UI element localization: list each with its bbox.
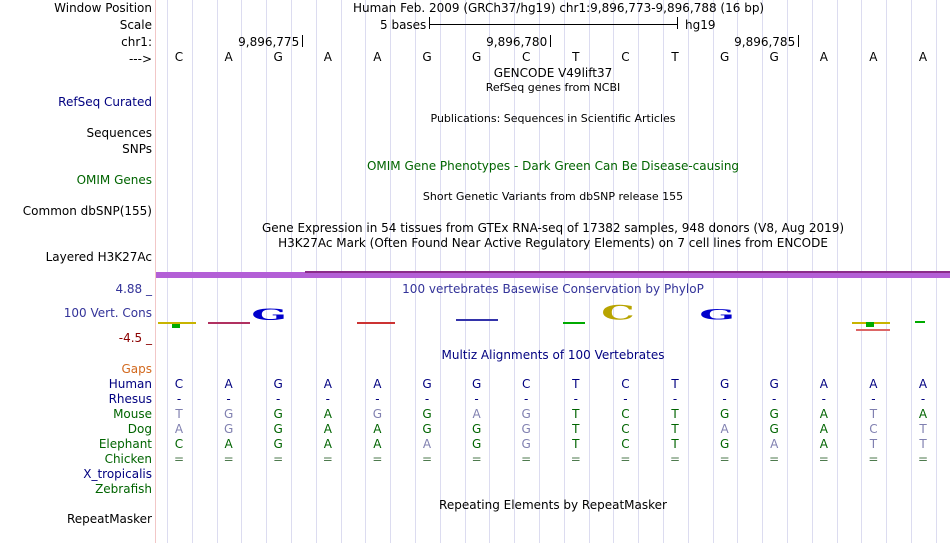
alignment-cell: A	[323, 437, 332, 451]
scale-bar-right-tick	[677, 17, 678, 29]
species-label[interactable]: Dog	[127, 422, 152, 436]
alignment-cell: C	[621, 422, 630, 436]
h3k27ac-track-label[interactable]: Layered H3K27Ac	[45, 250, 152, 264]
alignment-cell: T	[919, 422, 927, 436]
alignment-cell: A	[422, 437, 432, 451]
base-cell: G	[273, 50, 283, 64]
alignment-cell: T	[175, 407, 183, 421]
alignment-cell: G	[273, 422, 283, 436]
alignment-cell: G	[769, 422, 779, 436]
species-label[interactable]: Rhesus	[108, 392, 152, 406]
multiz-title: Multiz Alignments of 100 Vertebrates	[441, 348, 665, 362]
base-cell: A	[869, 50, 878, 64]
alignment-cell: T	[572, 422, 580, 436]
base-cell: G	[471, 50, 482, 64]
alignment-cell: C	[174, 437, 184, 451]
alignment-cell: T	[572, 377, 580, 391]
alignment-cell: A	[373, 422, 382, 436]
alignment-cell: A	[224, 377, 233, 391]
alignment-cell: T	[572, 407, 580, 421]
alignment-cell: G	[769, 377, 779, 391]
cons-smear-6b	[866, 322, 874, 327]
logo-g-1: G	[251, 306, 287, 324]
alignment-cell: C	[621, 407, 630, 421]
alignment-cell: -	[772, 392, 777, 406]
publications-sequences-label[interactable]: Sequences	[86, 126, 152, 140]
omim-title: OMIM Gene Phenotypes - Dark Green Can Be Disease-causing	[366, 159, 740, 173]
alignment-cell: A	[819, 422, 828, 436]
base-cell: G	[719, 50, 730, 64]
dbsnp-title: Short Genetic Variants from dbSNP release 155	[422, 190, 684, 203]
alignment-cell: C	[621, 377, 630, 391]
strand-label[interactable]: --->	[128, 52, 152, 66]
base-cell: C	[521, 50, 531, 64]
alignment-cell: G	[521, 407, 531, 421]
alignment-cell: =	[868, 452, 879, 466]
alignment-cell: -	[474, 392, 479, 406]
window-position-value: Human Feb. 2009 (GRCh37/hg19) chr1:9,896,773-9,896,788 (16 bp)	[353, 1, 765, 15]
alignment-cell: T	[671, 377, 679, 391]
alignment-cell: A	[819, 377, 828, 391]
base-cell: T	[572, 50, 580, 64]
cons-smear-1b	[172, 324, 180, 328]
alignment-cell: C	[521, 377, 531, 391]
alignment-cell: G	[719, 377, 730, 391]
alignment-cell: A	[720, 422, 729, 436]
gtex-title: Gene Expression in 54 tissues from GTEx RNA-seq of 17382 samples, 948 donors (V8, Aug 2019)	[261, 221, 845, 235]
alignment-cell: G	[273, 377, 283, 391]
alignment-cell: =	[372, 452, 383, 466]
coordinate-tick	[302, 35, 303, 47]
alignment-cell: A	[819, 437, 828, 451]
h3k27ac-signal-peak	[305, 271, 950, 273]
alignment-cell: G	[719, 437, 730, 451]
alignment-cell: -	[722, 392, 727, 406]
alignment-cell: A	[373, 377, 382, 391]
track-labels	[0, 0, 155, 543]
coordinate-label: 9,896,775	[238, 35, 300, 49]
species-label[interactable]: Human	[108, 377, 152, 391]
cons-smear-4	[456, 319, 498, 321]
species-label[interactable]: X_tropicalis	[83, 467, 152, 481]
cons-track-label[interactable]: 100 Vert. Cons	[63, 306, 152, 320]
alignment-cell: A	[918, 377, 928, 391]
alignment-cell: G	[273, 407, 283, 421]
coordinate-label: 9,896,780	[486, 35, 548, 49]
logo-c-1: C	[601, 302, 635, 325]
alignment-cell: A	[770, 437, 779, 451]
base-cell: A	[323, 50, 332, 64]
alignment-cell: A	[224, 437, 233, 451]
alignment-cell: -	[623, 392, 628, 406]
h3k27ac-title: H3K27Ac Mark (Often Found Near Active Regulatory Elements) on 7 cell lines from ENCODE	[278, 236, 828, 250]
alignment-cell: T	[869, 437, 878, 451]
species-label[interactable]: Elephant	[98, 437, 152, 451]
alignment-cell: T	[671, 422, 679, 436]
alignment-cell: T	[572, 437, 580, 451]
alignment-cell: =	[421, 452, 433, 466]
alignment-cell: C	[869, 422, 878, 436]
alignment-cell: =	[917, 452, 929, 466]
alignment-cell: A	[323, 377, 332, 391]
publications-title: Publications: Sequences in Scientific Articles	[430, 112, 676, 125]
species-label[interactable]: Chicken	[104, 452, 152, 466]
cons-smear-7	[915, 321, 925, 323]
cons-smear-3	[357, 322, 395, 324]
alignment-cell: =	[471, 452, 482, 466]
alignment-cell: -	[573, 392, 578, 406]
alignment-cell: A	[373, 437, 382, 451]
species-label[interactable]: Zebrafish	[95, 482, 152, 496]
scale-text: 5 bases	[380, 18, 427, 32]
scale-bar-left-tick	[429, 17, 430, 29]
alignment-cell: G	[422, 422, 432, 436]
alignment-cell: G	[422, 377, 432, 391]
publications-snps-label[interactable]: SNPs	[122, 142, 152, 156]
alignment-cell: A	[323, 407, 332, 421]
alignment-cell: =	[223, 452, 234, 466]
repeatmasker-title: Repeating Elements by RepeatMasker	[439, 498, 667, 512]
alignment-cell: -	[276, 392, 281, 406]
alignment-cell: T	[919, 437, 927, 451]
omim-track-label[interactable]: OMIM Genes	[76, 173, 152, 187]
alignment-cell: =	[818, 452, 829, 466]
alignment-cell: G	[372, 407, 383, 421]
alignment-cell: T	[869, 407, 878, 421]
alignment-cell: A	[174, 422, 184, 436]
alignment-cell: =	[769, 452, 780, 466]
base-cell: A	[373, 50, 382, 64]
alignment-cell: -	[375, 392, 380, 406]
gencode-subtitle: RefSeq genes from NCBI	[485, 81, 621, 94]
base-cell: T	[671, 50, 679, 64]
cons-title: 100 vertebrates Basewise Conservation by PhyloP	[402, 282, 704, 296]
alignment-cell: G	[422, 407, 432, 421]
base-cell: A	[819, 50, 828, 64]
alignment-cell: -	[226, 392, 231, 406]
logo-g-2: G	[699, 306, 735, 324]
coordinate-label: 9,896,785	[734, 35, 796, 49]
alignment-cell: G	[471, 377, 482, 391]
alignment-cell: =	[521, 452, 532, 466]
alignment-cell: -	[524, 392, 529, 406]
base-cell: G	[769, 50, 779, 64]
alignment-cell: T	[671, 407, 679, 421]
alignment-cell: -	[821, 392, 826, 406]
alignment-cell: =	[570, 452, 581, 466]
scale-label: Scale	[119, 18, 152, 32]
alignment-cell: T	[671, 437, 679, 451]
cons-smear-5	[563, 322, 585, 324]
cons-max-label: 4.88 _	[115, 282, 152, 296]
alignment-cell: A	[918, 407, 928, 421]
alignment-cell: =	[719, 452, 730, 466]
alignment-cell: G	[471, 422, 482, 436]
base-cell: G	[422, 50, 432, 64]
alignment-cell: =	[669, 452, 681, 466]
coordinate-tick	[550, 35, 551, 47]
alignment-cell: =	[620, 452, 631, 466]
alignment-cell: G	[471, 437, 482, 451]
alignment-cell: G	[521, 437, 531, 451]
alignment-cell: C	[174, 377, 184, 391]
scale-assembly: hg19	[685, 18, 716, 32]
gencode-title[interactable]: GENCODE V49lift37	[493, 66, 613, 80]
alignment-cell: G	[223, 407, 234, 421]
alignment-cell: =	[173, 452, 185, 466]
refseq-track-label[interactable]: RefSeq Curated	[58, 95, 152, 109]
alignment-cell: =	[273, 452, 284, 466]
base-cell: C	[174, 50, 184, 64]
repeatmasker-track-label[interactable]: RepeatMasker	[66, 512, 152, 526]
alignment-cell: G	[769, 407, 779, 421]
base-cell: A	[918, 50, 928, 64]
alignment-cell: -	[325, 392, 330, 406]
base-cell: A	[224, 50, 233, 64]
gaps-label: Gaps	[121, 362, 152, 376]
alignment-cell: A	[819, 407, 828, 421]
alignment-cell: A	[323, 422, 332, 436]
cons-min-label: -4.5 _	[118, 331, 152, 345]
species-label[interactable]: Mouse	[113, 407, 152, 421]
base-cell: C	[621, 50, 630, 64]
alignment-cell: -	[920, 392, 926, 406]
alignment-cell: -	[424, 392, 430, 406]
alignment-cell: G	[719, 407, 730, 421]
alignment-cell: =	[322, 452, 333, 466]
scale-bar-line	[429, 24, 677, 25]
alignment-cell: -	[672, 392, 678, 406]
cons-smear-2	[208, 322, 250, 324]
coordinate-tick	[798, 35, 799, 47]
chrom-label: chr1:	[121, 35, 152, 49]
alignment-cell: C	[621, 437, 630, 451]
alignment-cell: -	[871, 392, 876, 406]
cons-smear-6c	[856, 329, 890, 331]
dbsnp-track-label[interactable]: Common dbSNP(155)	[22, 204, 152, 218]
alignment-cell: G	[273, 437, 283, 451]
window-position-label: Window Position	[54, 1, 152, 15]
alignment-cell: A	[869, 377, 878, 391]
alignment-cell: -	[176, 392, 182, 406]
alignment-cell: G	[223, 422, 234, 436]
alignment-cell: G	[521, 422, 531, 436]
alignment-cell: A	[472, 407, 481, 421]
